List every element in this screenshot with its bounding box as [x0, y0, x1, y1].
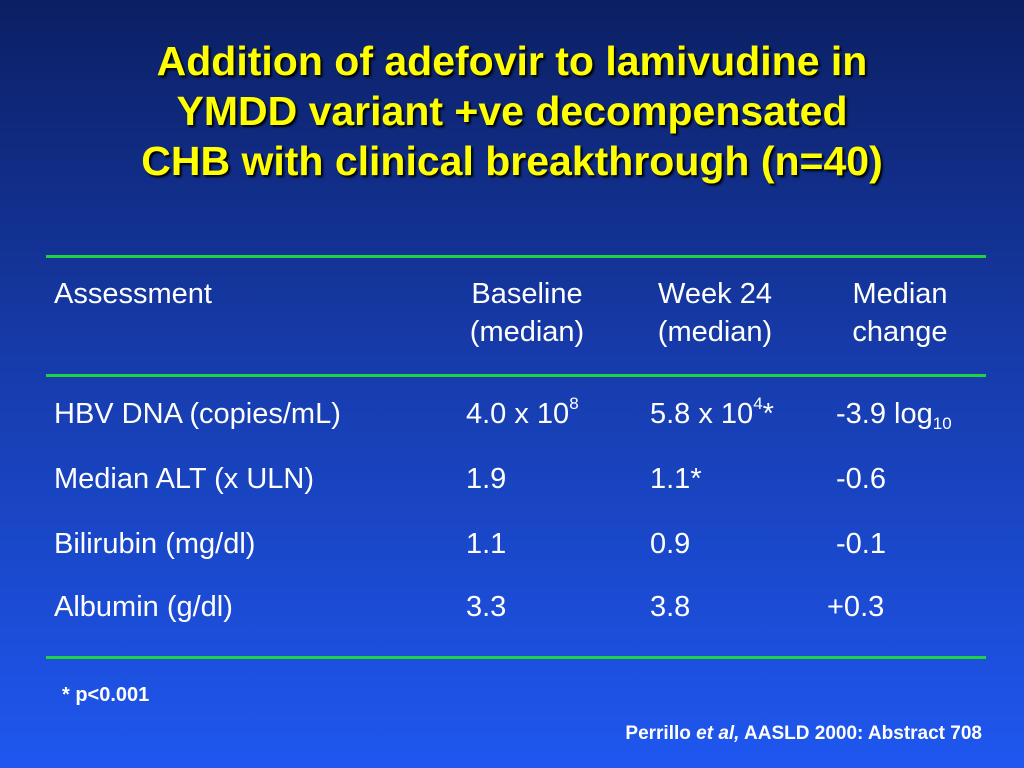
citation	[625, 723, 982, 745]
row-2-assessment: Median ALT (x ULN)	[54, 463, 315, 495]
row-4-change: +0.3	[827, 591, 885, 623]
row-1-baseline	[466, 395, 579, 433]
row-3-baseline: 1.1	[466, 528, 507, 560]
header-week24	[635, 275, 795, 351]
citation-source: AASLD 2000: Abstract 708	[739, 723, 982, 744]
row-4-baseline: 3.3	[466, 591, 507, 623]
row-1-change-value: -3.9 log	[836, 398, 933, 430]
citation-et-al: et al,	[696, 723, 740, 744]
title-line-3: CHB with clinical breakthrough (n=40)	[141, 138, 883, 184]
citation-author: Perrillo	[625, 723, 697, 744]
row-4-assessment: Albumin (g/dl)	[54, 591, 233, 623]
row-1-week24-mantissa: 5.8 x 10	[650, 398, 754, 430]
table-bottom-rule	[46, 656, 986, 659]
header-baseline-line-1: Baseline	[471, 278, 583, 310]
header-assessment: Assessment	[54, 278, 212, 310]
title-line-2: YMDD variant +ve decompensated	[176, 88, 848, 134]
row-1-assessment: HBV DNA (copies/mL)	[54, 398, 341, 430]
row-3-change: -0.1	[836, 528, 886, 560]
row-3-assessment: Bilirubin (mg/dl)	[54, 528, 256, 560]
row-1-baseline-mantissa: 4.0 x 10	[466, 398, 570, 430]
row-4-week24: 3.8	[650, 591, 691, 623]
row-1-week24	[650, 395, 774, 433]
header-week24-line-2: (median)	[657, 316, 773, 348]
table-top-rule	[46, 255, 986, 258]
header-change-line-1: Median	[852, 278, 948, 310]
slide-title	[0, 36, 1024, 186]
header-change-line-2: change	[852, 316, 948, 348]
row-1-week24-significance: *	[762, 398, 774, 430]
row-1-change	[836, 395, 952, 437]
row-2-baseline: 1.9	[466, 463, 507, 495]
row-1-change-log-base: 10	[932, 414, 952, 433]
footnote-significance: * p<0.001	[62, 684, 150, 706]
header-week24-line-1: Week 24	[658, 278, 772, 310]
table-header-rule	[46, 374, 986, 377]
header-baseline	[447, 275, 607, 351]
row-2-change: -0.6	[836, 463, 886, 495]
header-change	[825, 275, 975, 351]
row-1-week24-exponent: 4	[753, 394, 763, 413]
row-1-baseline-exponent: 8	[569, 394, 579, 413]
row-3-week24: 0.9	[650, 528, 691, 560]
title-line-1: Addition of adefovir to lamivudine in	[156, 38, 868, 84]
row-2-week24: 1.1*	[650, 463, 702, 495]
header-baseline-line-2: (median)	[469, 316, 585, 348]
